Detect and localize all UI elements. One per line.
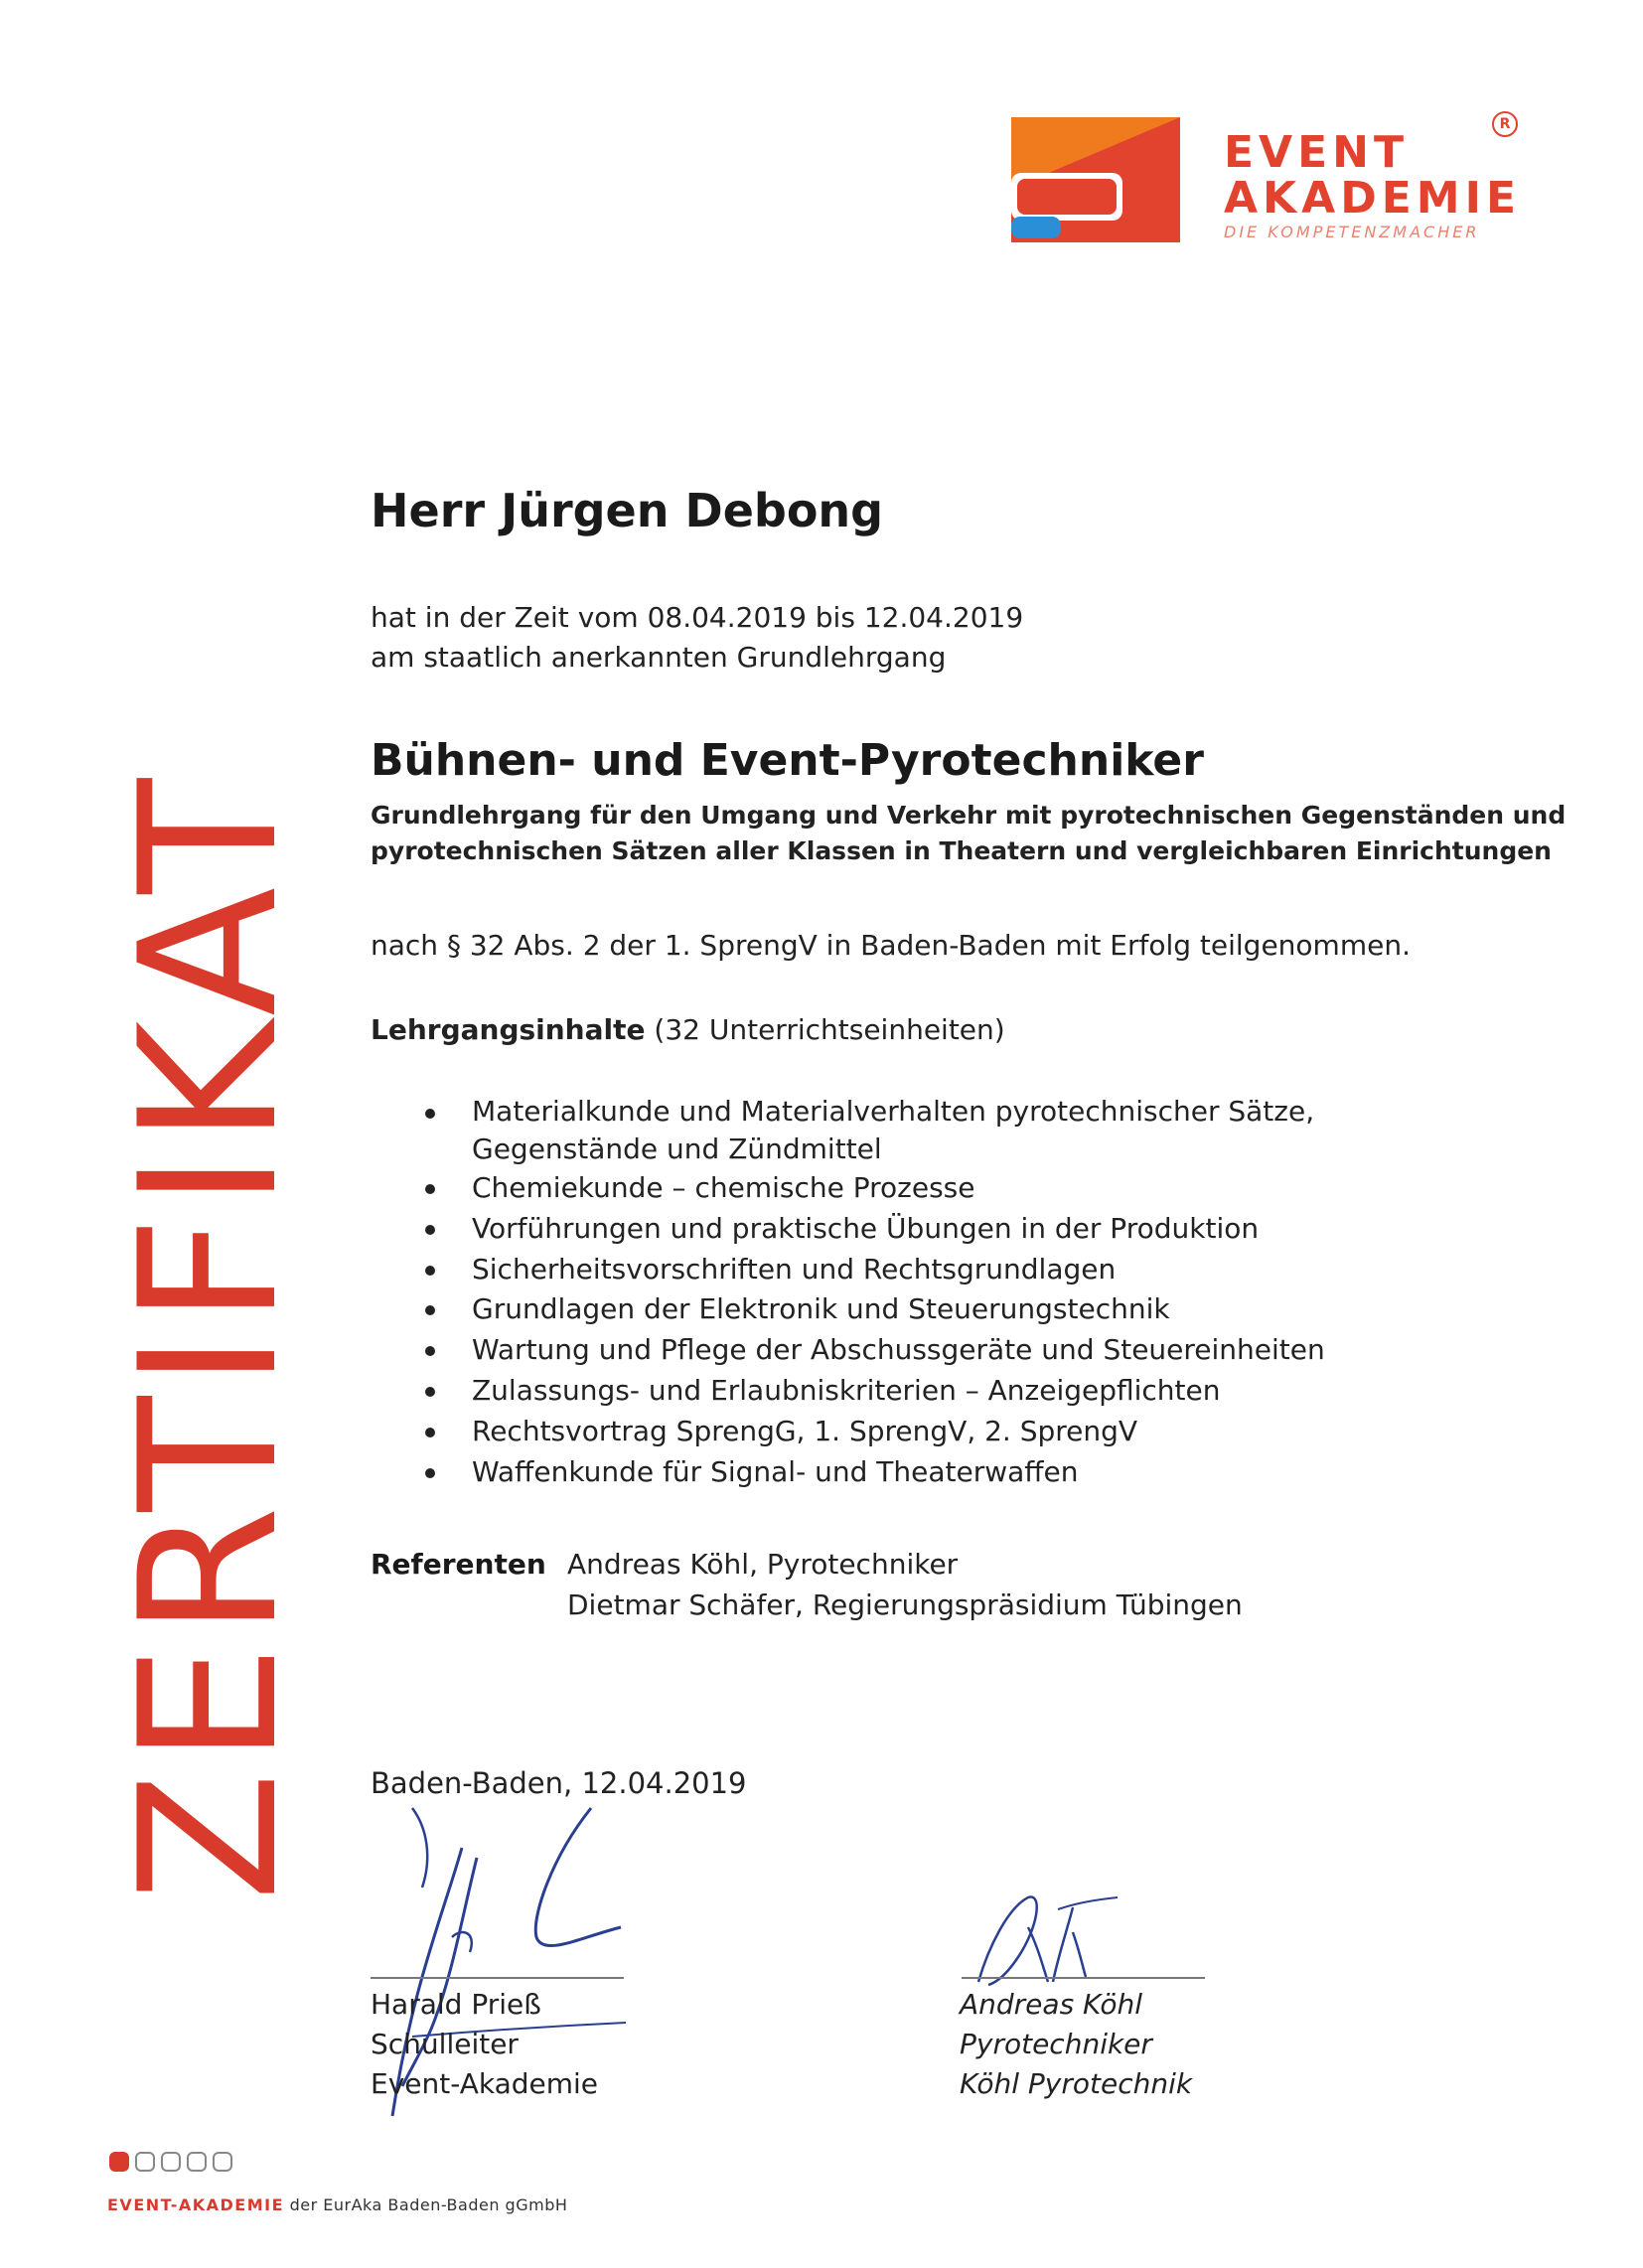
- course-subtitle-line-2: pyrotechnischen Sätzen aller Klassen in Theatern und vergleichbaren Einrichtungen: [371, 836, 1552, 865]
- recipient-name: Herr Jürgen Debong: [371, 484, 884, 537]
- contents-heading-label: Lehrgangsinhalte: [371, 1013, 646, 1046]
- footer-text: [107, 2195, 567, 2214]
- logo-line-event: EVENT: [1224, 127, 1410, 178]
- contents-list: [371, 1093, 1325, 1492]
- footer-dots: [109, 2151, 238, 2172]
- signature-right-icon: [969, 1888, 1167, 1997]
- signatory-left-org: Event-Akademie: [371, 2067, 599, 2100]
- logo-line-akademie: AKADEMIE: [1224, 173, 1521, 224]
- signatory-left-name: Harald Prieß: [371, 1988, 541, 2021]
- logo-mark-icon: [1011, 117, 1180, 242]
- signature-line-left: [371, 1977, 624, 1979]
- dot-icon: [135, 2152, 155, 2172]
- signatory-right-name: Andreas Köhl: [960, 1988, 1143, 2021]
- list-item: Waffenkunde für Signal- und Theaterwaffen: [371, 1452, 1325, 1493]
- footer-org: der EurAka Baden-Baden gGmbH: [284, 2195, 568, 2214]
- list-item: Chemiekunde – chemische Prozesse: [371, 1168, 1325, 1209]
- signatory-left-role: Schulleiter: [371, 2028, 519, 2060]
- list-item: Sicherheitsvorschriften und Rechtsgrundlagen: [371, 1250, 1325, 1290]
- legal-basis: nach § 32 Abs. 2 der 1. SprengV in Baden-Baden mit Erfolg teilgenommen.: [371, 929, 1411, 962]
- signatory-right-org: Köhl Pyrotechnik: [960, 2067, 1193, 2100]
- referent-name-2: Dietmar Schäfer, Regierungspräsidium Tübingen: [567, 1588, 1243, 1621]
- event-akademie-logo: [1011, 117, 1528, 246]
- course-title: Bühnen- und Event-Pyrotechniker: [371, 735, 1204, 786]
- referent-name-1: Andreas Köhl, Pyrotechniker: [567, 1548, 959, 1581]
- footer-brand: EVENT-AKADEMIE: [107, 2195, 285, 2214]
- course-subtitle-line-1: Grundlehrgang für den Umgang und Verkehr mit pyrotechnischen Gegenständen und: [371, 801, 1567, 830]
- intro-line-1: hat in der Zeit vom 08.04.2019 bis 12.04.2019: [371, 601, 1024, 634]
- list-item: Materialkunde und Materialverhalten pyrotechnischer Sätze, Gegenstände und Zündmittel: [371, 1093, 1325, 1168]
- intro-line-2: am staatlich anerkannten Grundlehrgang: [371, 641, 947, 674]
- list-item: Vorführungen und praktische Übungen in der Produktion: [371, 1209, 1325, 1250]
- list-item: Zulassungs- und Erlaubniskriterien – Anzeigepflichten: [371, 1371, 1325, 1412]
- contents-heading: [371, 1013, 1005, 1046]
- list-item: Grundlagen der Elektronik und Steuerungstechnik: [371, 1289, 1325, 1330]
- certificate-title: ZERTIFIKAT: [99, 770, 319, 1901]
- list-item: Wartung und Pflege der Abschussgeräte und Steuereinheiten: [371, 1330, 1325, 1371]
- signature-line-right: [962, 1977, 1205, 1979]
- referents-label: Referenten: [371, 1548, 546, 1581]
- contents-units: (32 Unterrichtseinheiten): [645, 1013, 1005, 1046]
- logo-text: [1224, 127, 1521, 241]
- registered-mark-icon: R: [1492, 111, 1518, 137]
- signatory-right-role: Pyrotechniker: [960, 2028, 1152, 2060]
- list-item: Rechtsvortrag SprengG, 1. SprengV, 2. SprengV: [371, 1412, 1325, 1452]
- dot-icon: [109, 2152, 129, 2172]
- dot-icon: [213, 2152, 232, 2172]
- logo-tagline: DIE KOMPETENZMACHER: [1224, 223, 1480, 241]
- dot-icon: [161, 2152, 181, 2172]
- dot-icon: [187, 2152, 207, 2172]
- place-and-date: Baden-Baden, 12.04.2019: [371, 1766, 747, 1800]
